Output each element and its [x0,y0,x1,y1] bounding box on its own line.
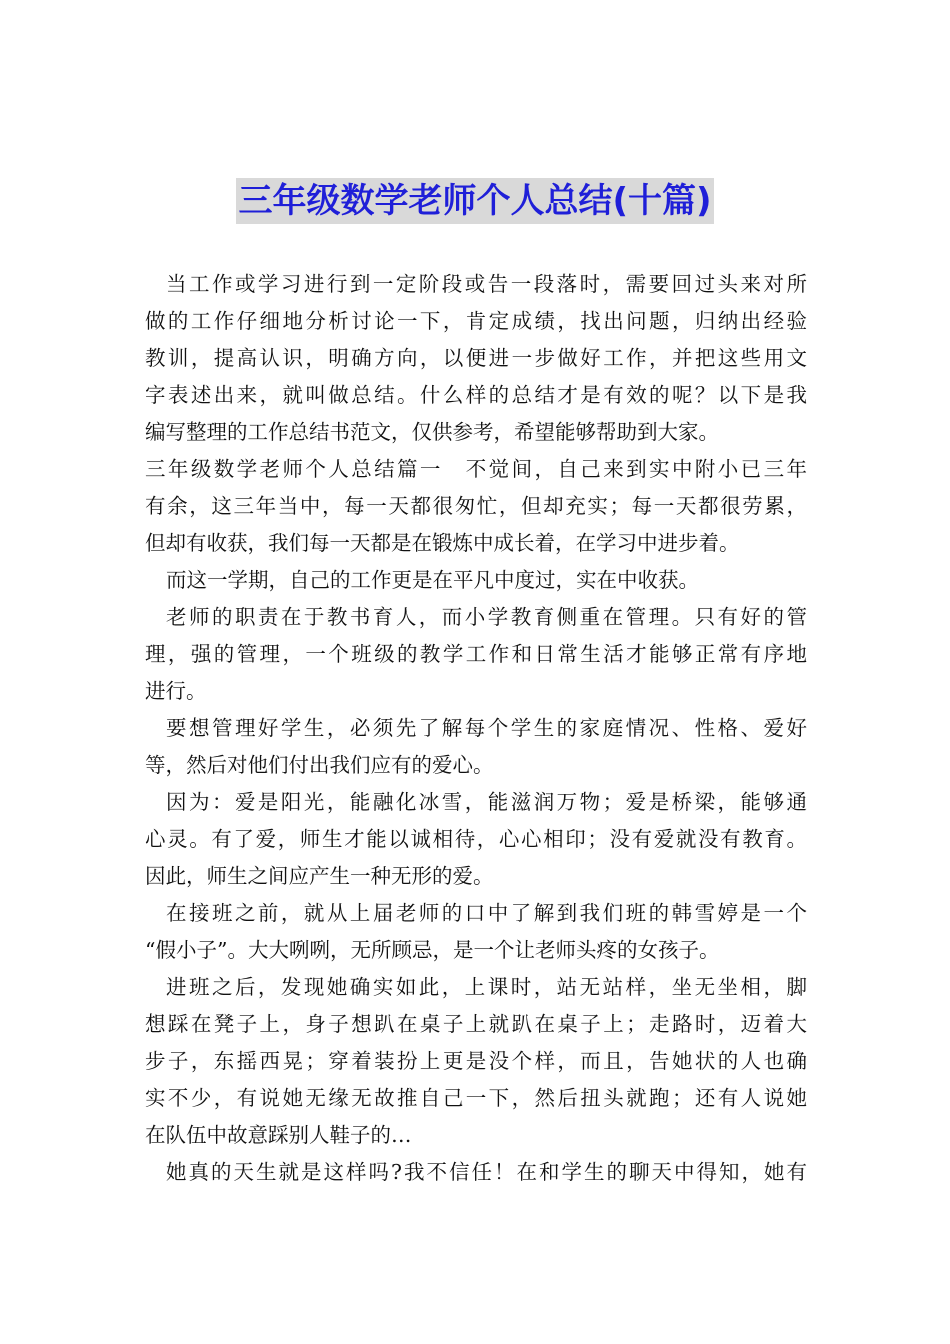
text-line: 想踩在凳子上，身子想趴在桌子上就趴在桌子上；走路时，迈着大 [145,1012,807,1036]
text-line: 老师的职责在于教书育人，而小学教育侧重在管理。只有好的管 [166,605,807,629]
text-line: 教训，提高认识，明确方向，以便进一步做好工作，并把这些用文 [145,346,807,370]
text-line: 步子，东摇西晃；穿着装扮上更是没个样，而且，告她状的人也确 [145,1049,807,1073]
text-line: 三年级数学老师个人总结篇一 不觉间，自己来到实中附小已三年 [145,457,807,481]
text-line: “假小子”。大大咧咧，无所顾忌，是一个让老师头疼的女孩子。 [145,938,720,962]
text-line: 等，然后对他们付出我们应有的爱心。 [145,753,494,777]
document-body [145,266,807,1191]
text-line: 要想管理好学生，必须先了解每个学生的家庭情况、性格、爱好 [166,716,807,740]
text-line: 进班之后，发现她确实如此，上课时，站无站样，坐无坐相，脚 [166,975,807,999]
text-line: 编写整理的工作总结书范文，仅供参考，希望能够帮助到大家。 [145,420,719,444]
document-title: 三年级数学老师个人总结(十篇) [236,178,713,224]
text-line: 实不少，有说她无缘无故推自己一下，然后扭头就跑；还有人说她 [145,1086,807,1110]
text-line: 做的工作仔细地分析讨论一下，肯定成绩，找出问题，归纳出经验 [145,309,807,333]
text-line: 进行。 [145,679,207,703]
text-line: 有余，这三年当中，每一天都很匆忙，但却充实；每一天都很劳累， [145,494,807,518]
text-line: 字表述出来，就叫做总结。什么样的总结才是有效的呢？以下是我 [145,383,807,407]
title-container [0,178,950,224]
text-line: 因为：爱是阳光，能融化冰雪，能滋润万物；爱是桥梁，能够通 [166,790,807,814]
text-line: 在接班之前，就从上届老师的口中了解到我们班的韩雪婷是一个 [166,901,807,925]
text-line: 理，强的管理，一个班级的教学工作和日常生活才能够正常有序地 [145,642,807,666]
text-line: 因此，师生之间应产生一种无形的爱。 [145,864,494,888]
text-line: 当工作或学习进行到一定阶段或告一段落时，需要回过头来对所 [166,272,807,296]
text-line: 而这一学期，自己的工作更是在平凡中度过，实在中收获。 [166,568,699,592]
text-line: 但却有收获，我们每一天都是在锻炼中成长着，在学习中进步着。 [145,531,740,555]
text-line: 在队伍中故意踩别人鞋子的… [145,1123,412,1147]
text-line: 她真的天生就是这样吗?我不信任！在和学生的聊天中得知，她有 [166,1160,807,1184]
text-line: 心灵。有了爱，师生才能以诚相待，心心相印；没有爱就没有教育。 [145,827,807,851]
